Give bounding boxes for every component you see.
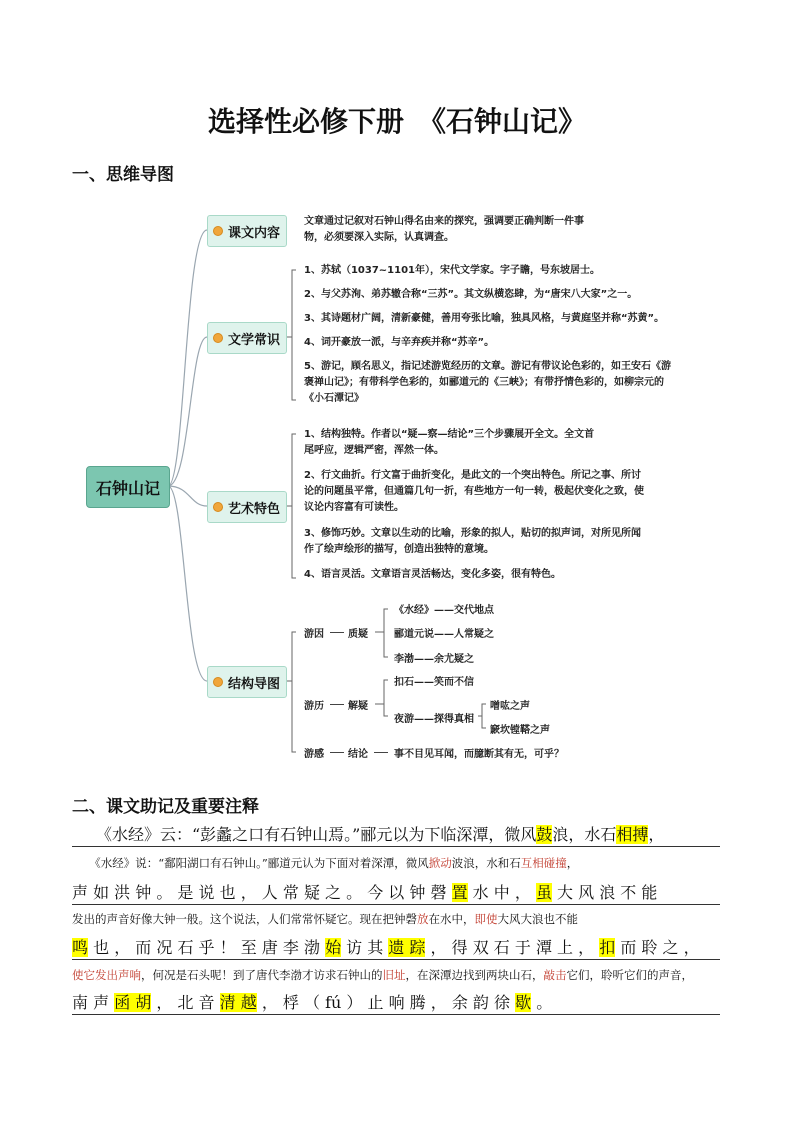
brace-zhiyi — [375, 609, 388, 657]
zhenxiang-item: 噌吰之声 — [490, 701, 530, 712]
bullet-dot-icon — [213, 333, 223, 343]
brace-jieyi — [375, 680, 388, 716]
branch-label: 课文内容 — [228, 225, 281, 241]
key-word-highlight: 函 胡 — [114, 993, 152, 1012]
structure-group: 游因 — [304, 629, 324, 640]
text-segment: 它们，聆听它们的声音， — [566, 968, 693, 982]
branch-content — [207, 215, 287, 247]
text-segment: 在水中， — [428, 912, 475, 926]
text-segment: 而 聆 之 ， — [615, 938, 700, 957]
text-segment: 《水经》说：“鄱阳湖口有石钟山。”郦道元认为下面对着深潭，微风 — [72, 856, 429, 870]
text-segment: 访 其 — [341, 938, 389, 957]
branch-structure — [207, 666, 287, 698]
section-heading-mindmap: 一、思维导图 — [72, 165, 174, 185]
structure-sub: 解疑 — [348, 701, 368, 712]
key-word-highlight: 相搏 — [616, 825, 649, 844]
text-segment: 《水经》云：“彭蠡之口有石钟山焉。”郦元以为下临深潭，微风 — [72, 825, 537, 844]
key-word-highlight: 遗 踪 — [388, 938, 426, 957]
art-item: 3、修饰巧妙。文章以生动的比喻，形象的拟人，贴切的拟声词，对所见所闻作了绘声绘形的描写，创造出独特的意境。 — [304, 528, 641, 555]
branch-label: 结构导图 — [228, 676, 281, 692]
literature-item: 2、与父苏洵、弟苏辙合称“三苏”。其文纵横恣肆，为“唐宋八大家”之一。 — [304, 289, 638, 300]
art-item: 1、结构独特。作者以“疑—察—结论”三个步骤展开全文。全文首尾呼应，逻辑严密，浑然一体。 — [304, 429, 595, 456]
content-summary: 文章通过记叙对石钟山得名由来的探究，强调要正确判断一件事物，必须要深入实际，认真调查。 — [304, 216, 584, 243]
key-word-note: 放 — [417, 912, 429, 926]
zhiyi-item: 《水经》——交代地点 — [394, 605, 494, 616]
art-item: 4、语言灵活。文章语言灵活畅达，变化多姿，很有特色。 — [304, 569, 561, 580]
dash-line — [330, 632, 344, 633]
branch-label: 文学常识 — [228, 332, 281, 348]
art-item: 2、行文曲折。行文富于曲折变化，是此文的一个突出特色。所记之事、所讨论的问题虽平常，但通篇几句一折，有些地方一句一转，极起伏变化之致，使议论内容富有可读性。 — [304, 470, 644, 513]
key-word-highlight: 置 — [451, 883, 468, 902]
key-word-note: 互相碰撞 — [520, 856, 567, 870]
branch-literature — [207, 322, 287, 354]
zhiyi-item: 郦道元说——人常疑之 — [394, 629, 494, 640]
key-word-note: 旧址 — [382, 968, 406, 982]
original-text-line — [72, 822, 720, 847]
bullet-dot-icon — [213, 226, 223, 236]
text-segment: 水 中 ， — [467, 883, 536, 902]
text-segment: 大 风 浪 不 能 — [551, 883, 658, 902]
text-segment: ，何况是石头呢！到了唐代李渤才访求石钟山的 — [141, 968, 383, 982]
structure-group: 游感 — [304, 749, 324, 760]
text-segment: ，在深潭边找到两块山石， — [405, 968, 544, 982]
key-word-highlight: 鸣 — [72, 938, 89, 957]
text-segment: 声 如 洪 钟 。 是 说 也 ， 人 常 疑 之 。 今 以 钟 磬 — [72, 883, 452, 902]
key-word-note: 掀动 — [428, 856, 452, 870]
literature-item: 5、游记，顾名思义，指记述游览经历的文章。游记有带议论色彩的，如王安石《游褒禅山记》；有带科学色彩的，如郦道元的《三峡》；有带抒情色彩的，如柳宗元的《小石潭记》 — [304, 361, 671, 404]
zhenxiang-item: 窾坎镗鞳之声 — [490, 725, 550, 736]
structure-sub: 质疑 — [348, 629, 368, 640]
key-word-highlight: 歇 — [515, 993, 532, 1012]
text-segment: 大风大浪也不能 — [497, 912, 578, 926]
original-text-line — [72, 990, 720, 1015]
conclusion-text: 事不目见耳闻，而臆断其有无，可乎？ — [394, 749, 564, 760]
connector-root-structure — [168, 486, 207, 681]
text-segment: 发出的声音好像大钟一般。这个说法，人们常常怀疑它。现在把钟磬 — [72, 912, 417, 926]
key-word-highlight: 扣 — [599, 938, 616, 957]
connector-root-literature — [168, 337, 207, 486]
text-segment: ， — [648, 825, 665, 844]
key-word-highlight: 虽 — [535, 883, 552, 902]
dash-line — [374, 752, 388, 753]
text-segment: ， 得 双 石 于 潭 上 ， — [425, 938, 600, 957]
jieyi-item: 夜游——探得真相 — [394, 714, 474, 725]
text-segment: ， — [566, 856, 579, 870]
structure-sub: 结论 — [348, 749, 368, 760]
branch-label: 艺术特色 — [228, 501, 281, 517]
branch-art — [207, 491, 287, 523]
bullet-dot-icon — [213, 502, 223, 512]
translation-line — [72, 967, 720, 983]
original-text-line — [72, 880, 720, 905]
text-segment: 。 — [531, 993, 553, 1012]
dash-line — [330, 752, 344, 753]
key-word-note: 即使 — [474, 912, 498, 926]
original-text-line — [72, 935, 720, 960]
dash-line — [330, 704, 344, 705]
connector-root-content — [168, 230, 207, 486]
key-word-highlight: 鼓 — [536, 825, 553, 844]
text-segment: 也 ， 而 况 石 乎 ！ 至 唐 李 渤 — [88, 938, 326, 957]
text-segment: 南 声 — [72, 993, 115, 1012]
mindmap-root: 石钟山记 — [86, 466, 170, 508]
key-word-note: 使它发出声响 — [72, 968, 141, 982]
text-segment: 浪，水石 — [552, 825, 617, 844]
text-segment: ， 北 音 — [151, 993, 220, 1012]
key-word-note: 敲击 — [543, 968, 567, 982]
literature-item: 1、苏轼（1037~1101年），宋代文学家。字子瞻，号东坡居士。 — [304, 265, 601, 276]
translation-line — [72, 855, 720, 871]
section-heading-notes: 二、课文助记及重要注释 — [72, 797, 259, 817]
text-segment: 波浪，水和石 — [451, 856, 521, 870]
literature-item: 4、词开豪放一派，与辛弃疾并称“苏辛”。 — [304, 337, 495, 348]
literature-item: 3、其诗题材广阔，清新豪健，善用夸张比喻，独具风格，与黄庭坚并称“苏黄”。 — [304, 313, 665, 324]
translation-line — [72, 911, 720, 927]
page-title: 选择性必修下册 《石钟山记》 — [207, 105, 586, 138]
brace-zhenxiang — [478, 704, 486, 728]
structure-group: 游历 — [304, 701, 324, 712]
text-segment: ， 桴 （ fú ） 止 响 腾 ， 余 韵 徐 — [256, 993, 516, 1012]
jieyi-item: 扣石——笑而不信 — [394, 677, 474, 688]
bullet-dot-icon — [213, 677, 223, 687]
zhiyi-item: 李渤——余尤疑之 — [394, 654, 474, 665]
key-word-highlight: 清 越 — [219, 993, 257, 1012]
key-word-highlight: 始 — [325, 938, 342, 957]
